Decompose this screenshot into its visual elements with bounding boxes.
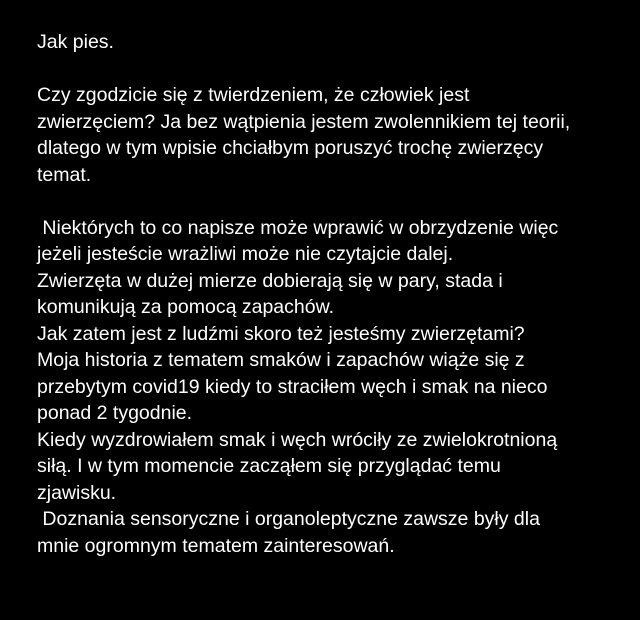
text-line: Jak zatem jest z ludźmi skoro też jesteśmy zwierzętami? [37, 322, 525, 345]
text-line: siłą. I w tym momencie zacząłem się przyglądać temu [37, 455, 501, 477]
text-line: komunikują za pomocą zapachów. [37, 296, 335, 318]
text-line: Niektórych to co napisze może wprawić w obrzydzenie więc [37, 216, 559, 239]
text-line: Czy zgodzicie się z twierdzeniem, że człowiek jest [37, 84, 470, 106]
text-line: przebytym covid19 kiedy to straciłem węch i smak na nieco [37, 375, 548, 398]
paragraph-1 [37, 82, 620, 188]
text-line: Zwierzęta w dużej mierze dobierają się w pary, stada i [37, 269, 503, 292]
text-line: mnie ogromnym tematem zainteresowań. [37, 534, 395, 557]
document-title: Jak pies. [37, 31, 114, 53]
text-line: Kiedy wyzdrowiałem smak i węch wróciły ze zwielokrotnioną [37, 428, 558, 451]
text-line: Moja historia z tematem smaków i zapachów wiąże się z [37, 349, 525, 371]
text-line: zjawisku. [37, 481, 117, 504]
text-line: ponad 2 tygodnie. [37, 402, 193, 424]
text-line: jeżeli jesteście wrażliwi może nie czytajcie dalej. [37, 243, 454, 265]
text-line: zwierzęciem? Ja bez wątpienia jestem zwolennikiem tej teorii, [37, 110, 571, 133]
text-line: dlatego w tym wpisie chciałbym poruszyć trochę zwierzęcy [37, 137, 544, 159]
paragraph-gap [37, 56, 620, 83]
paragraph-2 [37, 215, 620, 560]
text-line: Doznania sensoryczne i organoleptyczne zawsze były dla [37, 508, 540, 530]
text-line: temat. [37, 163, 92, 186]
paragraph-gap [37, 188, 620, 215]
